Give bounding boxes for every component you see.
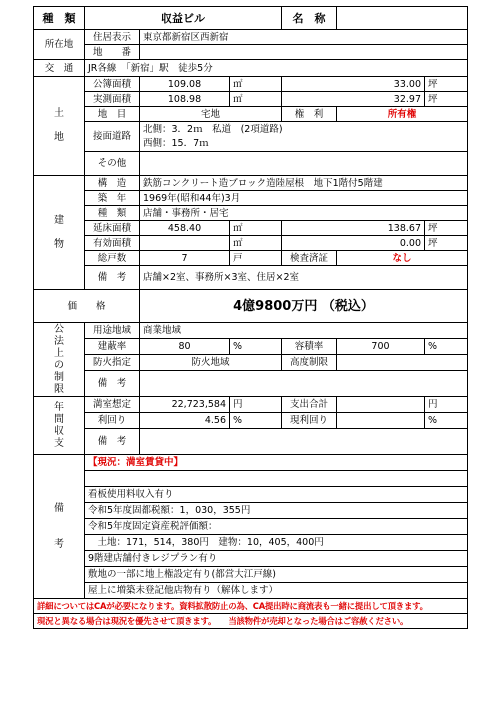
residence-label: 住居表示 (85, 30, 140, 45)
building-label (34, 176, 85, 290)
notes-line-7: 9階建店舗付きレジプラン有り (85, 551, 468, 567)
rights-label: 権 利 (282, 107, 337, 122)
legal-label-text: 公 法 上 の 制 限 (54, 323, 64, 395)
sqm-unit: ㎡ (230, 77, 282, 92)
yield-pct: % (230, 413, 282, 429)
property-table (33, 6, 468, 629)
legal-label (34, 323, 85, 397)
structure-label: 構 造 (85, 176, 140, 191)
tsubo-unit: 坪 (425, 92, 468, 107)
income-label-text: 年 間 収 支 (54, 401, 64, 449)
notes-line-4: 令和5年度固都税額：1，030，355円 (85, 503, 468, 519)
registry-area-label: 公簿面積 (85, 77, 140, 92)
expense-value (337, 397, 425, 413)
notes-line-8: 敷地の一部に地上権設定有り(都営大江戸線) (85, 567, 468, 583)
floor-area-tsubo: 138.67 (282, 221, 425, 236)
built-label: 築 年 (85, 191, 140, 206)
coverage-pct: % (230, 339, 282, 355)
land-category-label: 地 目 (85, 107, 140, 122)
notes-line-6: 土地：171，514，380円 建物：10，405，400円 (85, 535, 468, 551)
floor-area-sqm: 458.40 (140, 221, 230, 236)
effective-area-label: 有効面積 (85, 236, 140, 251)
kind-value: 収益ビル (85, 7, 282, 30)
footer-line-2: 現況と異なる場合は現況を優先させて頂きます。 当該物件が売却となった場合はご容赦ください。 (34, 614, 468, 629)
structure-value: 鉄筋コンクリート造ブロック造陸屋根 地下1階付5階建 (140, 176, 468, 191)
land-label (34, 77, 85, 176)
measured-area-tsubo: 32.97 (282, 92, 425, 107)
residence-value: 東京都新宿区西新宿 (140, 30, 468, 45)
yield-value: 4.56 (140, 413, 230, 429)
measured-area-label: 実測面積 (85, 92, 140, 107)
name-label: 名 称 (282, 7, 337, 30)
income-label (34, 397, 85, 455)
lot-value (140, 45, 468, 60)
full-occupancy-value: 22,723,584 (140, 397, 230, 413)
kind-label: 種 類 (34, 7, 85, 30)
built-value: 1969年(昭和44年)3月 (140, 191, 468, 206)
far-value: 700 (337, 339, 425, 355)
income-remarks-label: 備 考 (85, 429, 140, 455)
price-label: 価 格 (34, 290, 140, 323)
transport-value: JR各線 「新宿」駅 徒歩5分 (85, 60, 468, 77)
land-category-value: 宅地 (140, 107, 282, 122)
actual-yield-value (337, 413, 425, 429)
effective-area-sqm (140, 236, 230, 251)
land-other-label: その他 (85, 152, 140, 176)
notes-label-text: 備 考 (54, 502, 64, 550)
road-value-2: 西側：15．7ｍ (140, 137, 468, 152)
property-sheet (33, 6, 467, 700)
measured-area-sqm: 108.98 (140, 92, 230, 107)
floor-area-label: 延床面積 (85, 221, 140, 236)
zoning-label: 用途地域 (85, 323, 140, 339)
yen-unit: 円 (230, 397, 282, 413)
inspection-value: なし (337, 251, 468, 266)
sqm-unit: ㎡ (230, 236, 282, 251)
coverage-value: 80 (140, 339, 230, 355)
legal-remarks-value (140, 371, 468, 397)
height-value (337, 355, 468, 371)
registry-area-tsubo: 33.00 (282, 77, 425, 92)
actual-yield-label: 現利回り (282, 413, 337, 429)
notes-line-9: 屋上に増築未登記他店物有り（解体します） (85, 583, 468, 599)
building-label-text: 建 物 (54, 214, 64, 250)
building-type-label: 種 類 (85, 206, 140, 221)
rights-value: 所有権 (337, 107, 468, 122)
road-value-1: 北側：3．2ｍ 私道 (2項道路) (140, 122, 468, 137)
building-type-value: 店舗・事務所・居宅 (140, 206, 468, 221)
notes-label (34, 455, 85, 599)
building-remarks-label: 備 考 (85, 266, 140, 290)
sqm-unit: ㎡ (230, 221, 282, 236)
far-pct: % (425, 339, 468, 355)
units-value: 7 (140, 251, 230, 266)
sqm-unit: ㎡ (230, 92, 282, 107)
height-label: 高度制限 (282, 355, 337, 371)
legal-remarks-label: 備 考 (85, 371, 140, 397)
notes-line-5: 令和5年度固定資産税評価額： (85, 519, 468, 535)
notes-line-3: 看板使用料収入有り (85, 487, 468, 503)
yen-unit: 円 (425, 397, 468, 413)
effective-area-tsubo: 0.00 (282, 236, 425, 251)
coverage-label: 建蔽率 (85, 339, 140, 355)
fire-label: 防火指定 (85, 355, 140, 371)
inspection-label: 検査済証 (282, 251, 337, 266)
far-label: 容積率 (282, 339, 337, 355)
building-remarks-value: 店舗×2室、事務所×3室、住居×2室 (140, 266, 468, 290)
tsubo-unit: 坪 (425, 221, 468, 236)
notes-line-1: 【現況：満室賃貸中】 (85, 455, 468, 471)
transport-label: 交 通 (34, 60, 85, 77)
income-remarks-value (140, 429, 468, 455)
land-label-text: 土 地 (54, 108, 64, 143)
notes-line-2 (85, 471, 468, 487)
lot-label: 地 番 (85, 45, 140, 60)
full-occupancy-label: 満室想定 (85, 397, 140, 413)
fire-value: 防火地域 (140, 355, 282, 371)
tsubo-unit: 坪 (425, 77, 468, 92)
price-value: 4億9800万円 （税込） (140, 290, 468, 323)
land-other-value (140, 152, 468, 176)
units-label: 総戸数 (85, 251, 140, 266)
registry-area-sqm: 109.08 (140, 77, 230, 92)
name-value (337, 7, 468, 30)
road-label: 接面道路 (85, 122, 140, 152)
actual-yield-pct: % (425, 413, 468, 429)
zoning-value: 商業地域 (140, 323, 468, 339)
location-label: 所在地 (34, 30, 85, 60)
tsubo-unit: 坪 (425, 236, 468, 251)
expense-label: 支出合計 (282, 397, 337, 413)
units-unit: 戸 (230, 251, 282, 266)
footer-line-1: 詳細についてはCAが必要になります。資料拡散防止の為、CA提出時に商流表も一緒に提出して頂きます。 (34, 599, 468, 614)
yield-label: 利回り (85, 413, 140, 429)
